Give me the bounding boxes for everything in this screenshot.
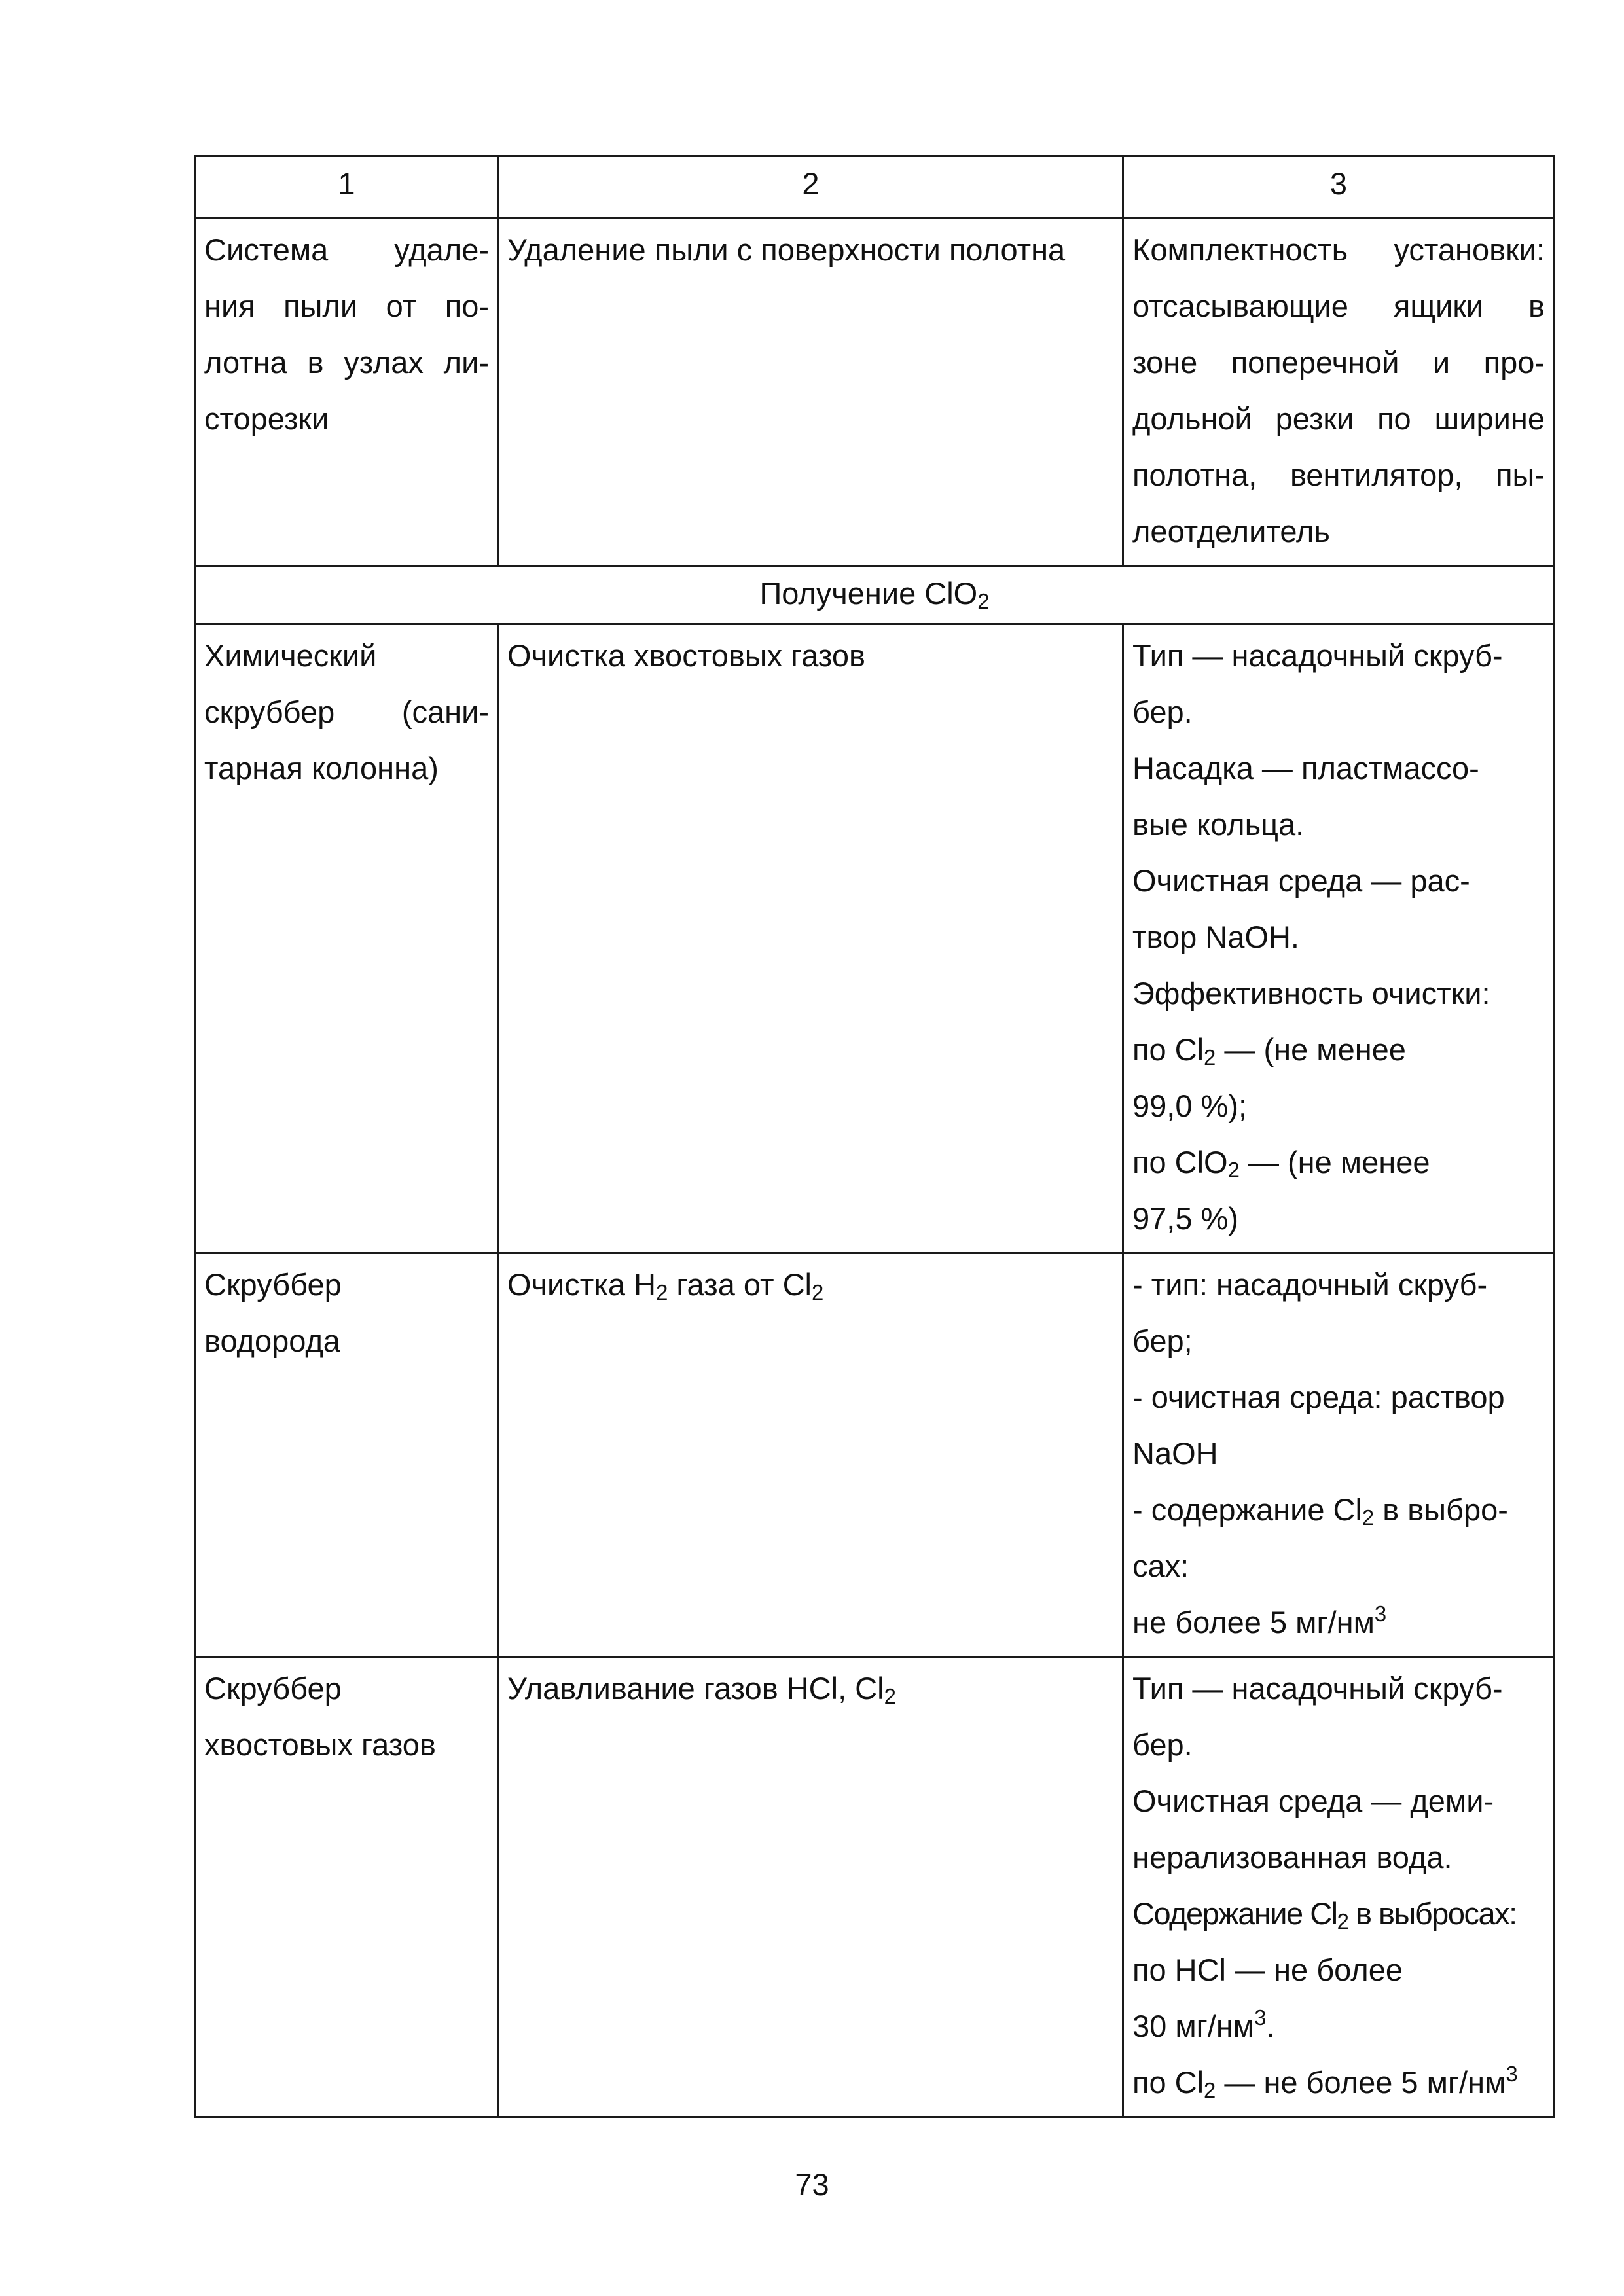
subscript: 2 [1204,1045,1216,1070]
subscript: 2 [656,1280,668,1305]
superscript: 3 [1254,2005,1267,2030]
text-fragment: — (не менее [1239,1145,1430,1179]
text-fragment: по Cl [1132,2065,1204,2100]
text-line: NaOH [1132,1436,1218,1471]
text-line [1132,1886,1545,1942]
text-line [1132,1482,1545,1538]
text-line: Система удале- [204,232,489,267]
table-row-hydrogen-scrubber [195,1253,1554,1657]
text-line: Скруббер [204,1671,342,1706]
text-line [1132,1022,1545,1078]
text-line [1132,2054,1545,2111]
text-line: Тип — насадочный скруб- [1132,638,1503,673]
text-line: 97,5 %) [1132,1201,1238,1236]
text-line: нерализованная вода. [1132,1840,1453,1874]
spec-cell [1123,219,1554,566]
text-fragment: Улавливание газов HCl, Cl [507,1671,884,1706]
subscript: 2 [1204,2078,1216,2103]
text-line: бер. [1132,694,1193,729]
text-line: сторезки [204,401,329,436]
text-fragment: по Cl [1132,1032,1204,1067]
text-line: отсасывающие ящики в [1132,289,1545,323]
superscript: 3 [1374,1601,1387,1626]
text-line: бер. [1132,1727,1193,1762]
text-line: Тип — насадочный скруб- [1132,1671,1503,1706]
header-cell-1: 1 [195,156,498,219]
table-row-tail-gas-scrubber [195,1657,1554,2117]
text-fragment: 30 мг/нм [1132,2009,1255,2043]
text-fragment: . [1266,2009,1275,2043]
purpose-cell: Очистка хвостовых газов [498,624,1123,1253]
text-fragment: — (не менее [1216,1032,1406,1067]
spec-cell [1123,1657,1554,2117]
text-line: тарная колонна) [204,751,439,785]
section-title-text: Получение ClO [759,576,978,611]
text-fragment: - содержание Cl [1132,1492,1362,1527]
text-fragment: не более 5 мг/нм [1132,1605,1375,1640]
text-line: лотна в узлах ли- [204,345,489,380]
text-fragment: газа от Cl [668,1267,812,1302]
text-line [1132,1594,1545,1651]
equipment-table [194,155,1555,2118]
text-fragment: в выбросах: [1348,1896,1517,1931]
text-fragment: по ClO [1132,1145,1228,1179]
text-line: - тип: насадочный скруб- [1132,1267,1488,1302]
text-fragment: Содержание Cl [1132,1896,1337,1931]
subscript: 2 [1337,1909,1348,1934]
text-line [1132,1134,1545,1191]
subscript: 2 [1227,1158,1240,1183]
text-line: хвостовых газов [204,1727,436,1762]
equipment-name-cell [195,219,498,566]
text-line: 99,0 %); [1132,1088,1248,1123]
subscript: 2 [884,1684,896,1709]
subscript: 2 [811,1280,824,1305]
superscript: 3 [1506,2061,1518,2086]
text-line: Комплектность установки: [1132,232,1545,267]
text-line: Очистная среда — рас- [1132,863,1470,898]
text-line: Насадка — пластмассо- [1132,751,1479,785]
text-line: скруббер (сани- [204,694,489,729]
spec-cell [1123,624,1554,1253]
purpose-cell [498,1657,1123,2117]
text-line: дольной резки по ширине [1132,401,1545,436]
subscript: 2 [1362,1505,1375,1530]
text-line: сах: [1132,1549,1189,1583]
text-fragment: — не более 5 мг/нм [1216,2065,1506,2100]
table-row-chemical-scrubber [195,624,1554,1253]
text-line: водорода [204,1323,340,1358]
table-row-dust-removal [195,219,1554,566]
header-cell-2: 2 [498,156,1123,219]
text-line: по HCl — не более [1132,1952,1403,1987]
table-header-row [195,156,1554,219]
page-number: 73 [795,2167,829,2202]
text-line: Эффективность очистки: [1132,976,1490,1011]
text-line: Химический [204,638,377,673]
text-line: Очистная среда — деми- [1132,1784,1494,1818]
text-line: - очистная среда: раствор [1132,1380,1505,1414]
text-line: твор NaOH. [1132,920,1299,954]
text-line: леотделитель [1132,514,1330,548]
header-cell-3: 3 [1123,156,1554,219]
section-title [195,566,1554,624]
equipment-name-cell [195,1657,498,2117]
spec-cell [1123,1253,1554,1657]
subscript: 2 [977,589,990,614]
text-line: вые кольца. [1132,807,1305,842]
equipment-name-cell [195,624,498,1253]
purpose-cell [498,1253,1123,1657]
text-fragment: в выбро- [1374,1492,1508,1527]
text-line: зоне поперечной и про- [1132,345,1545,380]
text-fragment: Очистка H [507,1267,657,1302]
text-line: ния пыли от по- [204,289,489,323]
text-line [1132,1998,1545,2054]
section-row-clo2 [195,566,1554,624]
text-line: полотна, вентилятор, пы- [1132,457,1545,492]
equipment-name-cell [195,1253,498,1657]
text-line: бер; [1132,1323,1193,1358]
purpose-cell: Удаление пыли с поверхности полотна [498,219,1123,566]
text-line: Скруббер [204,1267,342,1302]
